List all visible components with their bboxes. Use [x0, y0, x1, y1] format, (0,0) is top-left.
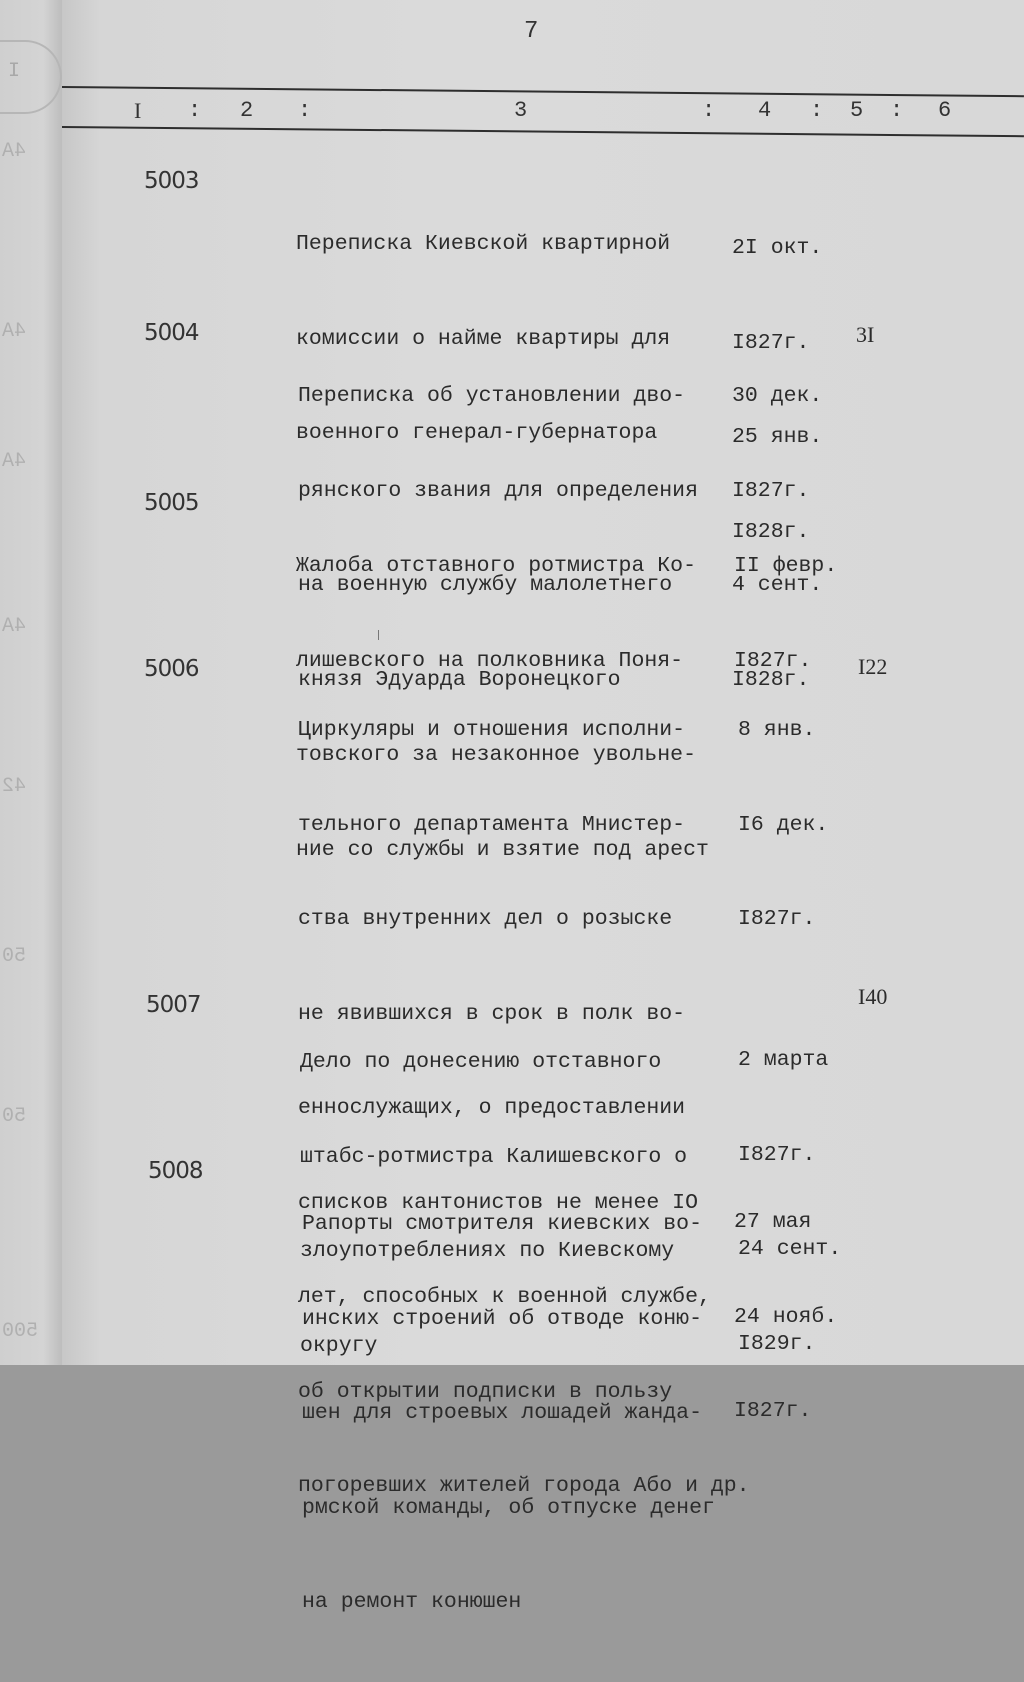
entry-number: 5006 [144, 656, 199, 682]
entry-description: Рапорты смотрителя киевских во- инских строений об отводе коню- шен для строевых лошадей жанда- рмской команды, об отпуске денег на ремонт конюшен [302, 1212, 715, 1614]
header-rule-bottom [62, 126, 1024, 137]
ghost-mark: 4A [2, 450, 27, 473]
entry-dates: 30 дек. I827г. 4 сент. I828г. [732, 384, 823, 692]
entry-dates: 27 мая 24 нояб. I827г. [734, 1210, 838, 1423]
column-separator: : [298, 98, 312, 123]
column-header-4: 4 [758, 98, 772, 123]
ghost-mark: 4A [2, 615, 27, 638]
entry-number: 5005 [144, 490, 199, 516]
ghost-mark: 50 [2, 945, 27, 968]
entry-dates: II февр. I827г. [734, 554, 838, 673]
entry-sheet-count: I22 [858, 654, 888, 679]
document-page [62, 0, 1024, 1614]
column-separator: : [890, 98, 904, 123]
entry-dates: 8 янв. I6 дек. I827г. [738, 718, 829, 931]
column-header-3: 3 [514, 98, 528, 123]
ghost-mark: 4A [2, 140, 27, 163]
entry-number: 5003 [144, 168, 199, 194]
ghost-mark: 500 [2, 1320, 39, 1343]
entry-sheet-count: I40 [858, 984, 888, 1009]
ghost-mark: 42 [2, 775, 27, 798]
stray-mark [378, 630, 379, 640]
column-header-6: 6 [938, 98, 952, 123]
column-separator: : [188, 98, 202, 123]
entry-number: 5004 [144, 320, 199, 346]
column-separator: : [702, 98, 716, 123]
previous-page-edge [0, 0, 63, 1365]
entry-description: Дело по донесению отставного штабс-ротмистра Калишевского о злоупотреблениях по Киевскому округу [300, 1050, 688, 1358]
entry-dates: 2I окт. I827г. 25 янв. I828г. [732, 236, 823, 544]
ghost-mark: 4A [2, 320, 27, 343]
previous-page-margin-label: I [8, 60, 21, 83]
page-number: 7 [524, 18, 539, 45]
entry-description: Переписка Киевской квартирной комиссии о найме квартиры для военного генерал-губернатора [296, 232, 671, 445]
entry-description: Переписка об установлении дво- рянского звания для определения на военную службу малолетнего князя Эдуарда Воронецкого [298, 384, 698, 692]
header-rule-top [62, 86, 1024, 97]
column-separator: : [810, 98, 824, 123]
column-header-5: 5 [850, 98, 864, 123]
column-header-1: I [134, 98, 142, 123]
entry-sheet-count: 3I [856, 322, 875, 347]
column-header-2: 2 [240, 98, 254, 123]
entry-number: 5008 [148, 1158, 203, 1184]
ghost-mark: 50 [2, 1105, 27, 1128]
entry-dates: 2 марта I827г. 24 сент. I829г. [738, 1048, 842, 1356]
entry-description: Циркуляры и отношения исполни- тельного департамента Мнистер- ства внутренних дел о розыске не явившихся в срок в полк во- еннослужащих, о предоставлении списков кантонистов не менее IO лет, способных к военной службе, об открытии подписки в пользу погоревших жителей города Або и др. [298, 718, 750, 1498]
entry-description: Жалоба отставного ротмистра Ко- лишевского на полковника Поня- товского за незаконное увольне- ние со службы и взятие под арест [296, 554, 709, 862]
entry-number: 5007 [146, 992, 201, 1018]
